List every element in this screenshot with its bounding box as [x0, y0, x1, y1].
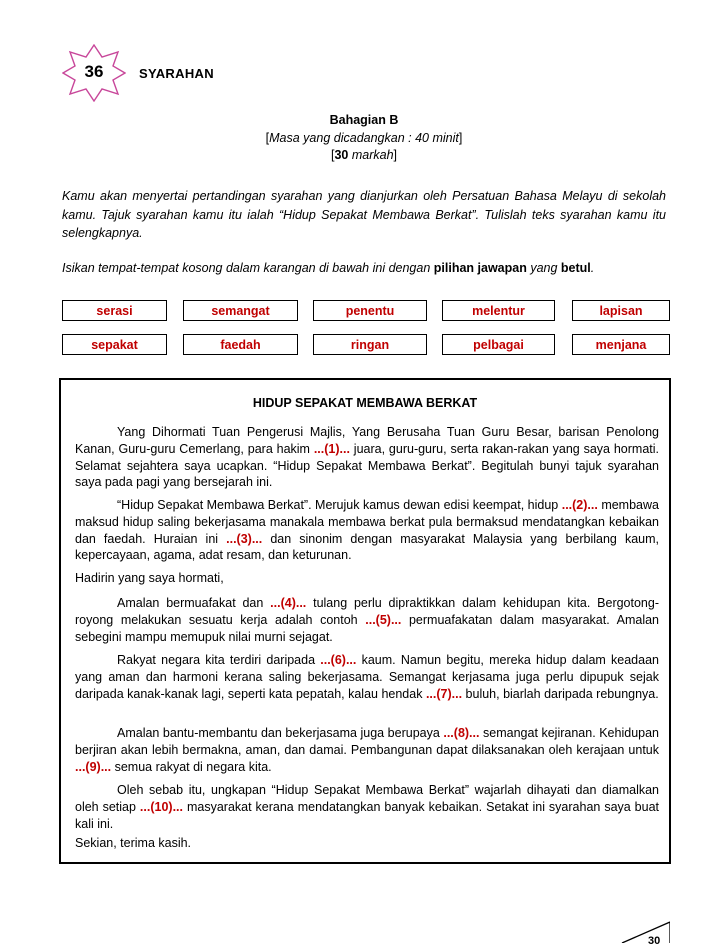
blank-1: ...(1)... [313, 441, 350, 456]
page-corner-icon [620, 920, 670, 943]
word-bank-item: melentur [442, 300, 555, 321]
blank-3: ...(3)... [226, 531, 263, 546]
blank-8: ...(8)... [443, 726, 480, 740]
task-instructions: Kamu akan menyertai pertandingan syarahan yang dianjurkan oleh Persatuan Bahasa Melayu di sekolah kamu. Tajuk syarahan kamu itu ialah “Hidup Sepakat Membawa Berkat”. Tulislah teks syarahan kamu itu selengkapnya. [62, 189, 666, 240]
blank-4: ...(4)... [270, 596, 307, 610]
essay-paragraph-5: Amalan bantu-membantu dan bekerjasama juga berupaya ...(8)... semangat kejiranan. Kehidupan berjiran akan lebih bermakna, aman, dan damai. Pembangunan dapat dilaksanakan oleh kerajaan untuk ...(9)... semua rakyat di negara kita. [75, 726, 659, 774]
section-number-badge [62, 44, 126, 102]
page-number-corner [620, 920, 670, 947]
word-bank-item: lapisan [572, 300, 670, 321]
section-number: 36 [84, 62, 104, 81]
essay-closing: Sekian, terima kasih. [75, 836, 192, 850]
word-bank-item: faedah [183, 334, 298, 355]
blank-7: ...(7)... [425, 686, 463, 701]
word-bank-item: penentu [313, 300, 427, 321]
essay-paragraph-3: Amalan bermuafakat dan ...(4)... tulang perlu dipraktikkan dalam kehidupan kita. Bergotong-royong melakukan sesuatu kerja adalah contoh ...(5)... permuafakatan dalam masyarakat. Amalan sebegini mampu memupuk nilai murni sejagat. [75, 596, 660, 644]
essay-title: HIDUP SEPAKAT MEMBAWA BERKAT [252, 396, 478, 410]
blank-5: ...(5)... [365, 612, 402, 627]
word-bank-item: ringan [313, 334, 427, 355]
blank-10: ...(10)... [139, 799, 183, 814]
essay-box [59, 378, 671, 864]
blank-6: ...(6)... [320, 653, 357, 667]
essay-paragraph-2: “Hidup Sepakat Membawa Berkat”. Merujuk kamus dewan edisi keempat, hidup ...(2)... membawa maksud hidup saling bekerjasama manakala membawa berkat pula bermaksud mendatangkan kebaikan dan faedah. Huraian ini ...(3)... dan sinonim dengan masyarakat Malaysia yang berbilang kaum, kepercayaan, agama, adat resam, dan keturunan. [75, 498, 659, 563]
word-bank-item: serasi [62, 300, 167, 321]
essay-paragraph-1: Yang Dihormati Tuan Pengerusi Majlis, Yang Berusaha Tuan Guru Besar, barisan Penolong Kanan, Guru-guru Cemerlang, para hakim ...(1)... juara, guru-guru, serta rakan-rakan yang saya hormati. Selamat sejahtera saya ucapkan. “Hidup Sepakat Membawa Berkat”. Begitulah bunyi tajuk syarahan saya pada pagi yang bersejarah ini. [75, 425, 659, 490]
essay-paragraph-6: Oleh sebab itu, ungkapan “Hidup Sepakat Membawa Berkat” wajarlah dihayati dan diamalkan oleh setiap ...(10)... masyarakat kerana mendatangkan banyak kebaikan. Setakat ini syarahan saya buat kali ini. [75, 783, 660, 831]
essay-greeting: Hadirin yang saya hormati, [75, 571, 224, 585]
fill-instructions: Isikan tempat-tempat kosong dalam karangan di bawah ini dengan pilihan jawapan yang betul. [62, 261, 595, 275]
word-bank-item: pelbagai [442, 334, 555, 355]
essay-paragraph-4: Rakyat negara kita terdiri daripada ...(6)... kaum. Namun begitu, mereka hidup dalam keadaan yang aman dan harmoni kerana saling bekerjasama. Semangat kerjasama juga perlu dipupuk sejak daripada kanak-kanak lagi, seperti kata pepatah, kalau hendak ...(7)... buluh, biarlah daripada rebungnya. [75, 653, 659, 701]
word-bank-item: semangat [183, 300, 298, 321]
section-title: SYARAHAN [139, 66, 214, 81]
marks: [30 markah] [330, 148, 398, 162]
word-bank-item: sepakat [62, 334, 167, 355]
suggested-time: [Masa yang dicadangkan : 40 minit] [265, 131, 463, 145]
word-bank-item: menjana [572, 334, 670, 355]
page-number: 30 [648, 935, 661, 947]
blank-2: ...(2)... [561, 498, 598, 512]
blank-9: ...(9)... [75, 759, 112, 774]
part-title: Bahagian B [329, 113, 399, 127]
